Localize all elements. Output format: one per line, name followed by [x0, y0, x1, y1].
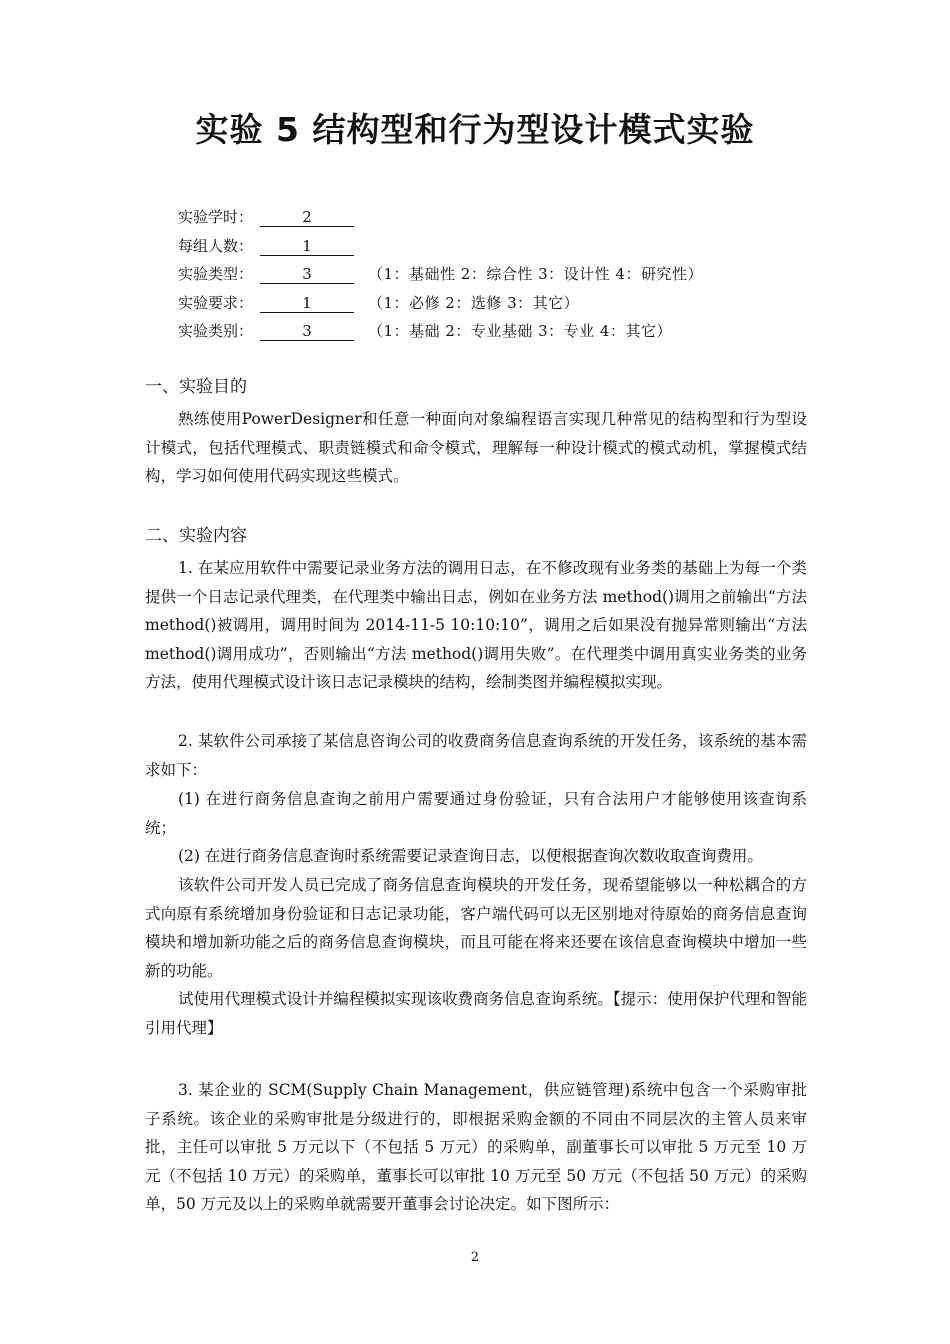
- content-item-2-point-2: (2) 在进行商务信息查询时系统需要记录查询日志，以便根据查询次数收取查询费用。: [178, 847, 763, 865]
- content-item-2: 2. 某软件公司承接了某信息咨询公司的收费商务信息查询系统的开发任务，该系统的基本需求如下：: [145, 732, 807, 779]
- experiment-meta: [178, 203, 703, 346]
- meta-row-group-size: [178, 232, 703, 261]
- page-title: 实验 5 结构型和行为型设计模式实验: [195, 110, 755, 149]
- meta-note: （1：必修 2：选修 3：其它）: [368, 293, 580, 312]
- meta-row-requirement: [178, 289, 703, 318]
- content-item-2-description: 该软件公司开发人员已完成了商务信息查询模块的开发任务，现希望能够以一种松耦合的方式向原有系统增加身份验证和日志记录功能，客户端代码可以无区别地对待原始的商务信息查询模块和增加新功能之后的商务信息查询模块，而且可能在将来还要在该信息查询模块中增加一些新的功能。: [145, 876, 807, 980]
- meta-value: 1: [260, 238, 354, 256]
- meta-note: （1：基础性 2：综合性 3：设计性 4：研究性）: [368, 265, 703, 283]
- content-item-1: 1. 在某应用软件中需要记录业务方法的调用日志，在不修改现有业务类的基础上为每一个类提供一个日志记录代理类，在代理类中输出日志，例如在业务方法 method()调用之前输出“方法 method()被调用，调用时间为 2014-11-5 10:10:10”，调用之后如果没有抛异常则输出“方法 method()调用成功”，否则输出“方法 method()调用失败”。在代理类中调用真实业务类的业务方法，使用代理模式设计该日志记录模块的结构，绘制类图并编程模拟实现。: [145, 559, 807, 691]
- meta-row-hours: [178, 203, 703, 232]
- meta-label: 实验类别：: [178, 322, 254, 340]
- content-item-2-point-1: (1) 在进行商务信息查询之前用户需要通过身份验证，只有合法用户才能够使用该查询系统；: [145, 790, 807, 837]
- meta-label: 实验学时：: [178, 208, 254, 226]
- content-item-3: 3. 某企业的 SCM(Supply Chain Management，供应链管理)系统中包含一个采购审批子系统。该企业的采购审批是分级进行的，即根据采购金额的不同由不同层次的主管人员来审批，主任可以审批 5 万元以下（不包括 5 万元）的采购单，副董事长可以审批 5 万元至 10 万元（不包括 10 万元）的采购单，董事长可以审批 10 万元至 50 万元（不包括 50 万元）的采购单，50 万元及以上的采购单就需要开董事会讨论决定。如下图所示：: [145, 1081, 807, 1213]
- section-heading-content: 二、实验内容: [145, 526, 247, 546]
- page-number: 2: [470, 1250, 480, 1265]
- meta-row-type: [178, 260, 703, 289]
- section-heading-objective: 一、实验目的: [145, 377, 247, 397]
- meta-value: 3: [260, 323, 354, 341]
- meta-label: 实验要求：: [178, 293, 254, 312]
- meta-row-category: [178, 317, 703, 346]
- objective-paragraph: 熟练使用PowerDesigner和任意一种面向对象编程语言实现几种常见的结构型和行为型设计模式，包括代理模式、职责链模式和命令模式，理解每一种设计模式的模式动机，掌握模式结构，学习如何使用代码实现这些模式。: [145, 410, 807, 485]
- meta-label: 实验类型：: [178, 265, 254, 283]
- content-item-2-task: 试使用代理模式设计并编程模拟实现该收费商务信息查询系统。【提示：使用保护代理和智能引用代理】: [145, 990, 807, 1037]
- meta-value: 1: [260, 295, 354, 313]
- meta-value: 3: [260, 266, 354, 284]
- meta-value: 2: [260, 209, 354, 227]
- meta-note: （1：基础 2：专业基础 3：专业 4：其它）: [368, 322, 672, 340]
- meta-label: 每组人数：: [178, 236, 254, 255]
